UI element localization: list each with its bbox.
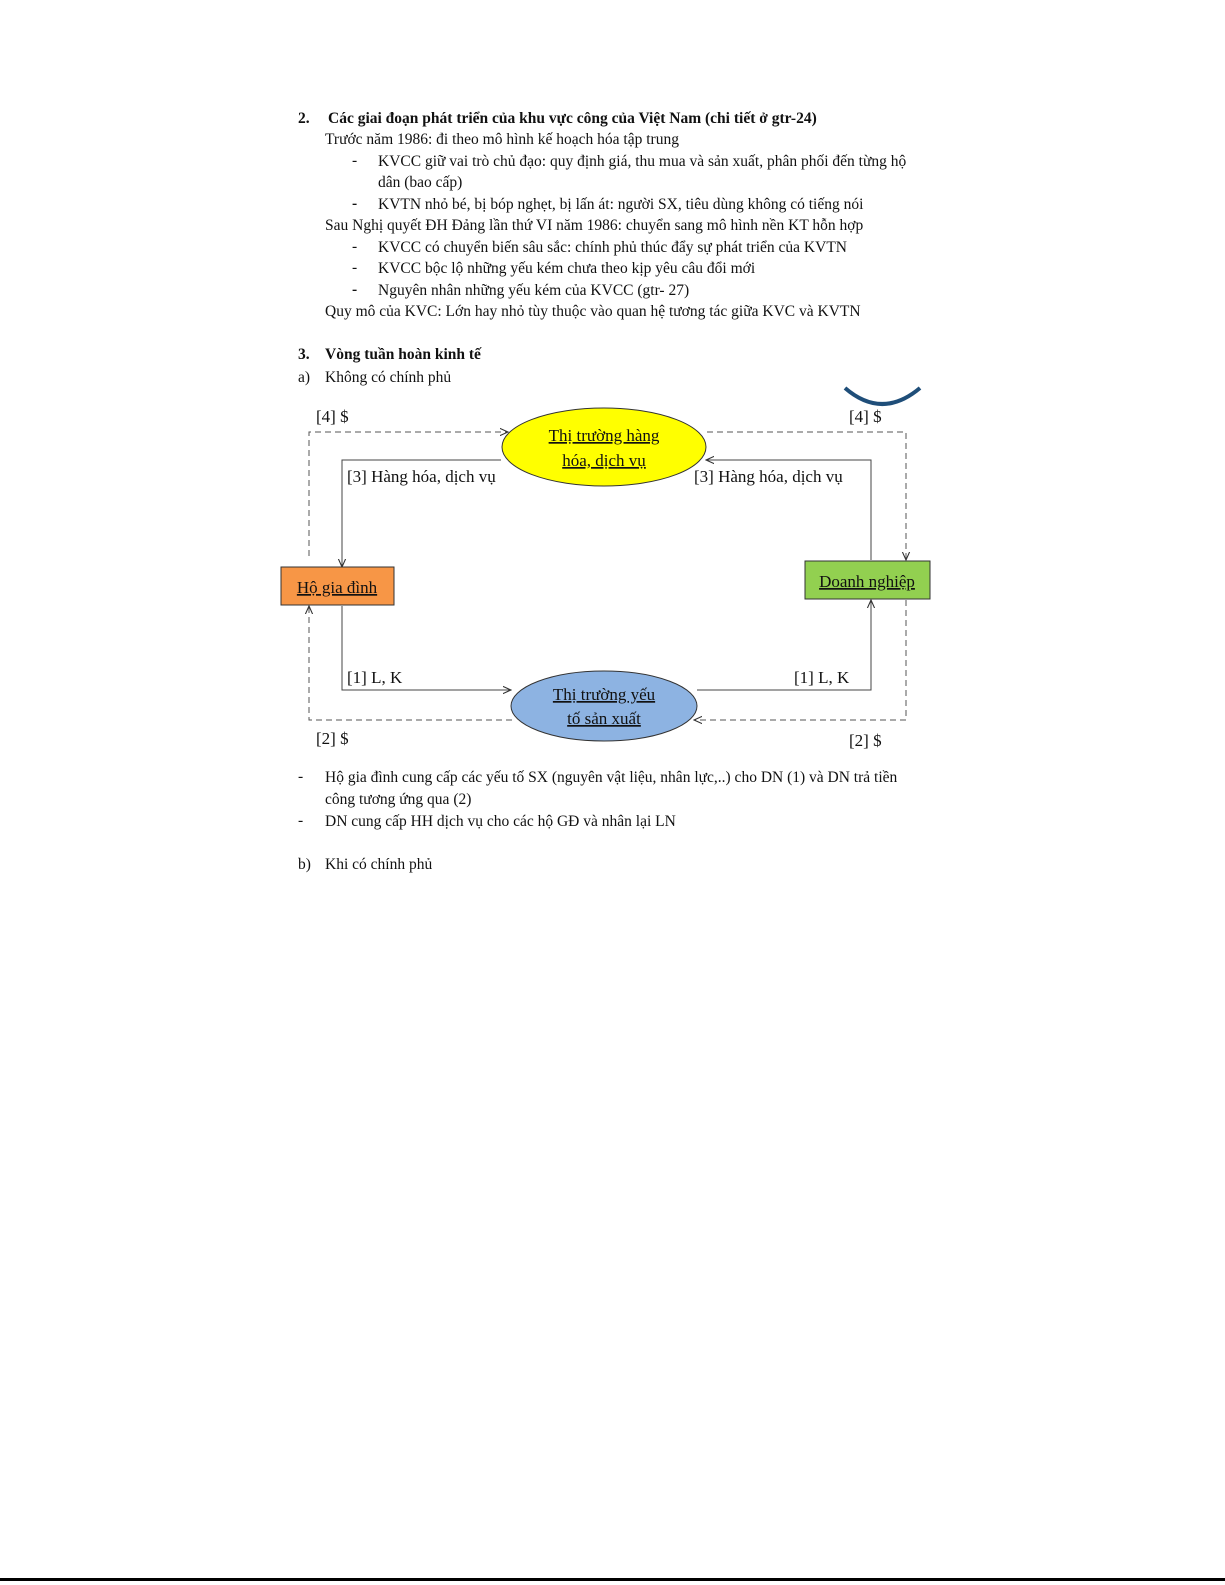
bullet-dash: - [352,238,358,255]
subsection-a-text: Không có chính phủ [325,369,452,386]
flow-label-3-left: [3] Hàng hóa, dịch vụ [347,467,496,486]
bullet-firm-supply: DN cung cấp HH dịch vụ cho các hộ GĐ và nhân lại LN [325,813,676,830]
bullet-kvcc-role: KVCC giữ vai trò chủ đạo: quy định giá, thu mua và sản xuất, phân phối đến từng hộ [378,153,907,170]
bullet-dash: - [298,812,304,829]
bullet-dash: - [298,768,304,785]
bullet-dash: - [352,259,358,276]
flow-label-4-left: [4] $ [316,407,349,426]
factor-market-label-line2: tố sản xuất [567,709,641,728]
bullet-kvcc-change: KVCC có chuyển biến sâu sắc: chính phủ thúc đẩy sự phát triển của KVTN [378,239,847,256]
flow-label-1-left: [1] L, K [347,668,403,687]
subsection-b-label: b) [298,856,311,873]
factor-market-label-line1: Thị trường yếu [552,685,656,704]
bullet-kvcc-role-cont: dân (bao cấp) [378,174,463,191]
logo-arc-icon [845,388,920,404]
page-bottom-border [0,1578,1225,1581]
flow-label-2-left: [2] $ [316,729,349,748]
goods-market-node [502,408,706,486]
section-2-title: Các giai đoạn phát triển của khu vực công của Việt Nam (chi tiết ở gtr-24) [328,110,817,127]
paragraph-kvc-scale: Quy mô của KVC: Lớn hay nhỏ tùy thuộc vào quan hệ tương tác giữa KVC và KVTN [325,303,861,320]
flow-line-4-left [309,432,508,556]
bullet-household-supply: Hộ gia đình cung cấp các yếu tố SX (nguyên vật liệu, nhân lực,..) cho DN (1) và DN trả tiền [325,769,898,786]
section-3-number: 3. [298,346,310,363]
bullet-dash: - [352,152,358,169]
flow-line-4-right [707,432,906,560]
bullet-kvtn-small: KVTN nhỏ bé, bị bóp nghẹt, bị lấn át: người SX, tiêu dùng không có tiếng nói [378,196,864,213]
subsection-b-text: Khi có chính phủ [325,856,433,873]
bullet-dash: - [352,281,358,298]
flow-line-2-right [694,600,906,720]
factor-market-node [511,671,697,741]
bullet-kvcc-weakness: KVCC bộc lộ những yếu kém chưa theo kịp yêu câu đổi mới [378,260,756,277]
paragraph-after-1986: Sau Nghị quyết ĐH Đảng lần thứ VI năm 1986: chuyển sang mô hình nền KT hỗn hợp [325,217,864,234]
section-3-title: Vòng tuần hoàn kinh tế [325,346,481,363]
flow-line-2-left [309,606,512,720]
firm-label: Doanh nghiệp [819,572,915,591]
bullet-household-supply-cont: công tương ứng qua (2) [325,791,472,808]
goods-market-label-line2: hóa, dịch vụ [562,451,646,470]
household-label: Hộ gia đình [296,578,378,597]
flow-label-3-right: [3] Hàng hóa, dịch vụ [694,467,843,486]
bullet-dash: - [352,195,358,212]
bullet-weakness-cause: Nguyên nhân những yếu kém của KVCC (gtr- 27) [378,282,690,299]
section-2-number: 2. [298,110,310,127]
flow-label-4-right: [4] $ [849,407,882,426]
subsection-a-label: a) [298,369,311,386]
flow-label-1-right: [1] L, K [794,668,850,687]
paragraph-before-1986: Trước năm 1986: đi theo mô hình kế hoạch hóa tập trung [325,131,679,148]
flow-label-2-right: [2] $ [849,731,882,750]
goods-market-label-line1: Thị trường hàng [548,426,660,445]
